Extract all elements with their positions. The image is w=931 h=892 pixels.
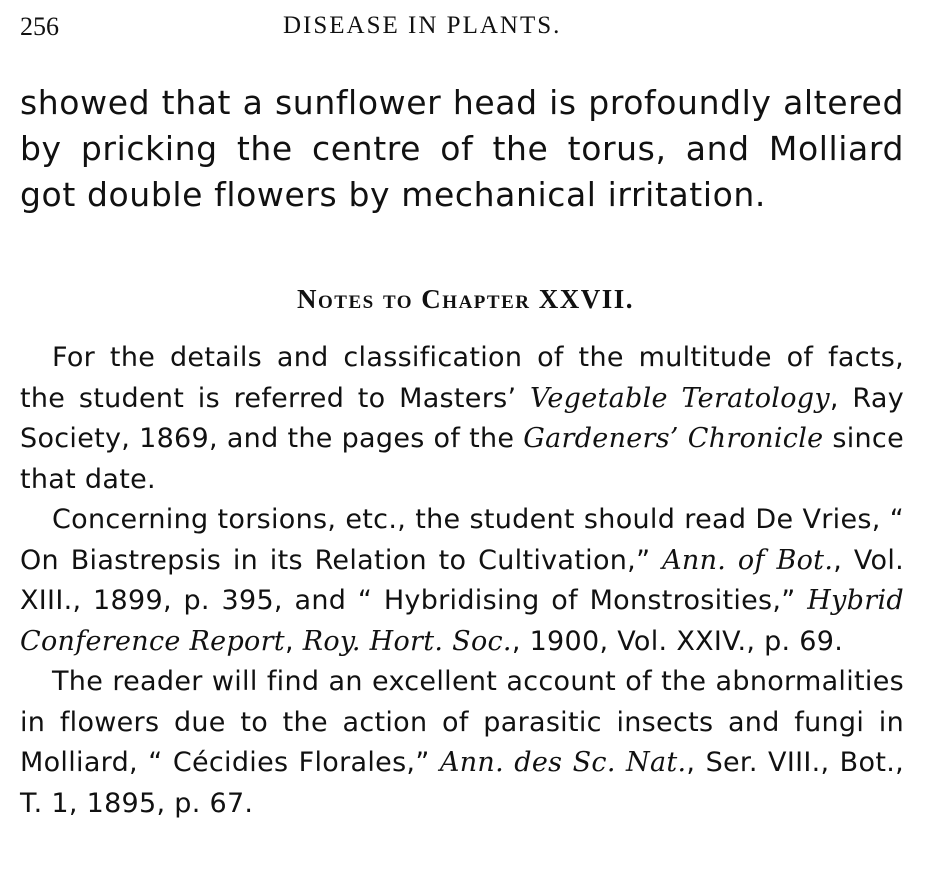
citation-title: Hybrid Conference Report <box>20 585 904 657</box>
note-text: The reader will find an excellent account of the abnormalities in flowers due to the action of parasitic insects and fungi in Molliard, “ Cécidies Florales,” <box>20 666 904 778</box>
body-paragraph: showed that a sunflower head is profoundly altered by pricking the centre of the torus, and Molliard got double flowers by mechanical irritation. <box>20 83 904 214</box>
note-paragraph-3 <box>20 662 904 824</box>
page-number: 256 <box>20 12 59 41</box>
citation-title: Ann. des Sc. Nat. <box>439 747 687 778</box>
page-header <box>20 12 904 46</box>
note-paragraph-1 <box>20 338 904 500</box>
notes-section <box>20 338 904 824</box>
citation-title: Roy. Hort. Soc. <box>302 625 512 657</box>
note-text: For the details and classification of the multitude of facts, the student is referred to Masters’ <box>20 342 904 414</box>
note-text: , Ray Society, 1869, and the pages of the <box>20 382 905 454</box>
note-text: , 1900, Vol. XXIV., p. 69. <box>511 625 844 657</box>
note-text: , Vol. XIII., 1899, p. 395, and “ Hybridising of Monstrosities,” <box>20 544 904 616</box>
note-paragraph-2 <box>20 500 904 662</box>
citation-title: Vegetable Teratology <box>530 382 830 414</box>
notes-heading: Notes to Chapter XXVII. <box>297 284 634 314</box>
citation-title: Gardeners’ Chronicle <box>523 423 824 454</box>
citation-title: Ann. of Bot. <box>662 544 834 576</box>
running-head: DISEASE IN PLANTS. <box>283 12 562 39</box>
note-text: , <box>284 625 303 657</box>
note-text: , Ser. VIII., Bot., T. 1, 1895, p. 67. <box>20 747 904 819</box>
note-text: Concerning torsions, etc., the student should read De Vries, “ On Biastrepsis in its Relation to Cultivation,” <box>20 504 904 576</box>
note-text: since that date. <box>20 423 904 495</box>
